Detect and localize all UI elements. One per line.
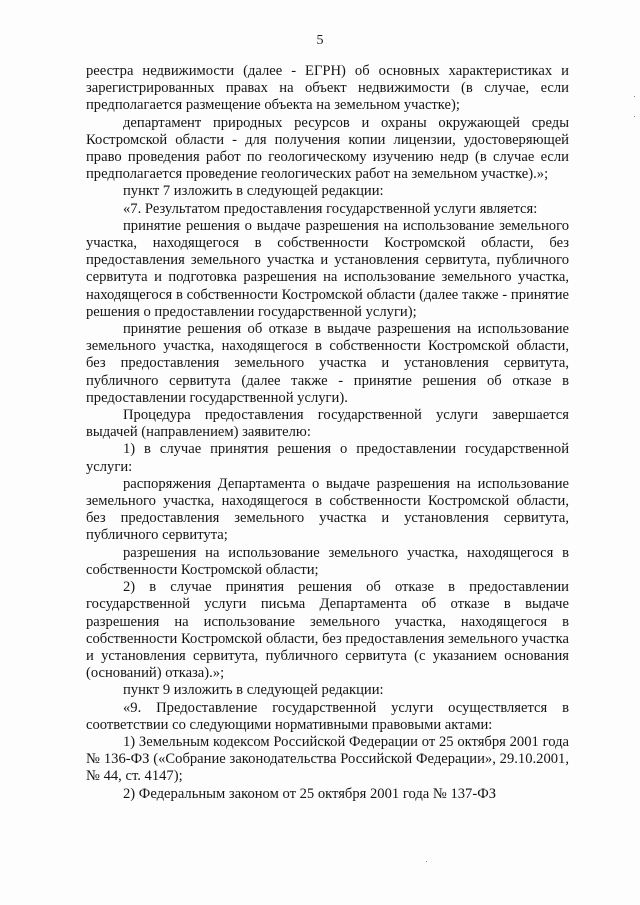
paragraph-item7-intro: пункт 7 изложить в следующей редакции: [123, 183, 384, 200]
scan-speck [634, 96, 635, 97]
paragraph-case-refusal: 2) в случае принятия решения об отказе в предоставлении государственной услуги письма Департамента об отказе в выдаче разрешения на использование земельного участка, находящегося в собственности Костромской области, без предоставления земельного участка и установления сервитута, публичного сервитута (с указанием основания (оснований) отказа).»; [86, 579, 569, 682]
paragraph-department-natural-resources: департамент природных ресурсов и охраны окружающей среды Костромской области - для получения копии лицензии, удостоверяющей право проведения работ по геологическому изучению недр (в случае если предполагается проведение геологических работ на земельном участке).»; [86, 114, 569, 183]
paragraph-item9-heading: «9. Предоставление государственной услуги осуществляется в соответствии со следующими нормативными правовыми актами: [86, 699, 569, 733]
paragraph-decision-grant: принятие решения о выдаче разрешения на использование земельного участка, находящегося в собственности Костромской области, без предоставления земельного участка и установления сервитута, публичного сервитута и подготовка разрешения на использование земельного участка, находящегося в собственности Костромской области (далее также - принятие решения о предоставлении государственной услуги); [86, 217, 569, 320]
paragraph-land-code: 1) Земельным кодексом Российской Федерации от 25 октября 2001 года № 136-ФЗ («Собрание законодательства Российской Федерации», 29.10.2001, № 44, ст. 4147); [86, 733, 569, 785]
paragraph-decision-refusal: принятие решения об отказе в выдаче разрешения на использование земельного участка, находящегося в собственности Костромской области, без предоставления земельного участка и установления сервитута, публичного сервитута (далее также - принятие решения об отказе в предоставлении государственной услуги). [86, 321, 569, 406]
paragraph-permit-land-use: разрешения на использование земельного участка, находящегося в собственности Костромской области; [86, 544, 569, 578]
paragraph-procedure-completion: Процедура предоставления государственной услуги завершается выдачей (направлением) заявителю: [86, 407, 569, 441]
paragraph-order-department: распоряжения Департамента о выдаче разрешения на использование земельного участка, находящегося в собственности Костромской области, без предоставления земельного участка и установления сервитута, публичного сервитута; [86, 475, 569, 544]
paragraph-case-grant: 1) в случае принятия решения о предоставлении государственной услуги: [86, 441, 569, 475]
page-number: 5 [316, 33, 324, 48]
scan-speck [634, 116, 635, 117]
paragraph-item7-heading: «7. Результатом предоставления государственной услуги является: [123, 200, 538, 217]
paragraph-egrn-continuation: реестра недвижимости (далее - ЕГРН) об основных характеристиках и зарегистрированных правах на объект недвижимости (в случае, если предполагается размещение объекта на земельном участке); [86, 63, 569, 114]
paragraph-item9-intro: пункт 9 изложить в следующей редакции: [123, 682, 384, 699]
paragraph-federal-law: 2) Федеральным законом от 25 октября 2001 года № 137-ФЗ [123, 785, 497, 802]
scan-speck [426, 861, 427, 862]
document-body [86, 63, 569, 803]
